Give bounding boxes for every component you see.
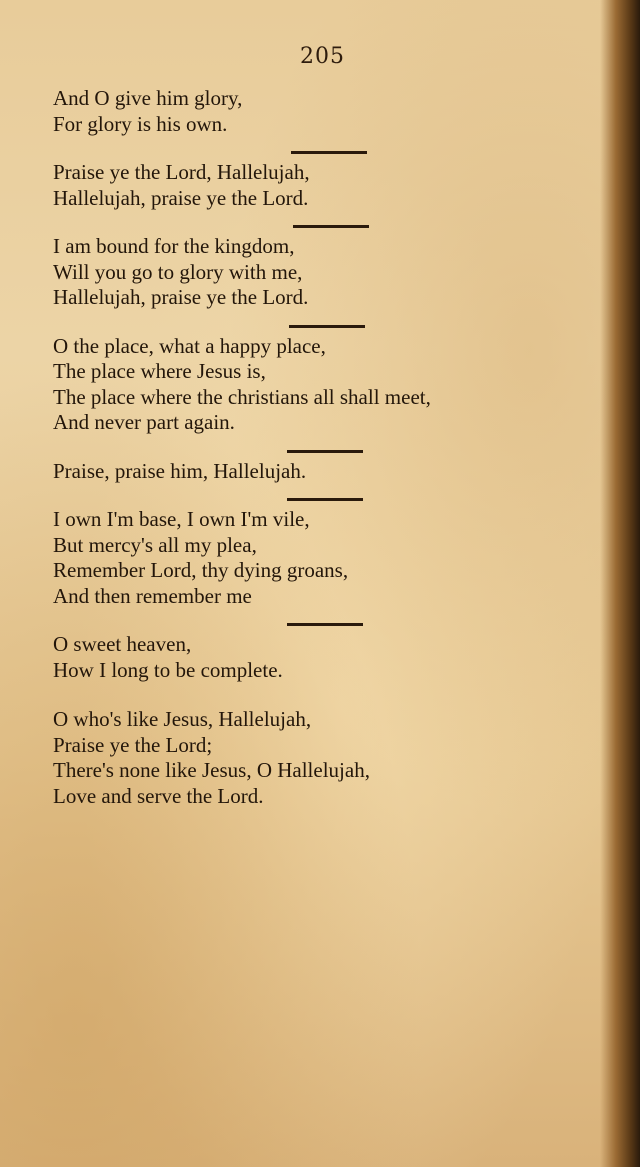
page-edge-shadow [600,0,640,1167]
verse-line: Hallelujah, praise ye the Lord. [53,185,309,210]
divider-rule [287,498,363,501]
verse-line: And O give him glory, [53,86,243,110]
verse-line: The place where the christians all shall meet, [53,384,431,409]
verse-line: And then remember me [53,583,252,608]
divider-rule [289,325,365,328]
verse-line: How I long to be complete. [53,657,283,682]
divider-rule [287,623,363,626]
verse-line: Praise, praise him, Hallelujah. [53,458,307,483]
verse-line: Love and serve the Lord. [53,783,264,808]
stanza-6 [53,507,613,609]
verse-line: Will you go to glory with me, [53,259,303,284]
stanza-8 [53,707,613,809]
verse-line: I am bound for the kingdom, [53,234,295,258]
stanza-gap [53,683,613,707]
verse-line: There's none like Jesus, O Hallelujah, [53,758,370,782]
verse-line: Praise ye the Lord, Hallelujah, [53,160,310,184]
verse-line: I own I'm base, I own I'm vile, [53,507,310,531]
divider-rule [293,225,369,228]
stanza-5 [53,459,613,485]
verse-line: And never part again. [53,410,235,434]
stanza-4 [53,334,613,436]
divider-rule [291,151,367,154]
page-number: 205 [300,44,345,69]
hymn-text [53,86,613,809]
stanza-1 [53,86,613,137]
verse-line: O sweet heaven, [53,632,192,656]
verse-line: Remember Lord, thy dying groans, [53,558,349,582]
stanza-2 [53,160,613,211]
divider-rule [287,450,363,453]
stanza-7 [53,632,613,683]
verse-line: The place where Jesus is, [53,359,266,383]
verse-line: Praise ye the Lord; [53,732,213,757]
verse-line: O who's like Jesus, Hallelujah, [53,707,312,731]
verse-line: O the place, what a happy place, [53,333,326,358]
verse-line: For glory is his own. [53,111,228,136]
verse-line: But mercy's all my plea, [53,532,257,557]
verse-line: Hallelujah, praise ye the Lord. [53,285,309,309]
stanza-3 [53,234,613,311]
